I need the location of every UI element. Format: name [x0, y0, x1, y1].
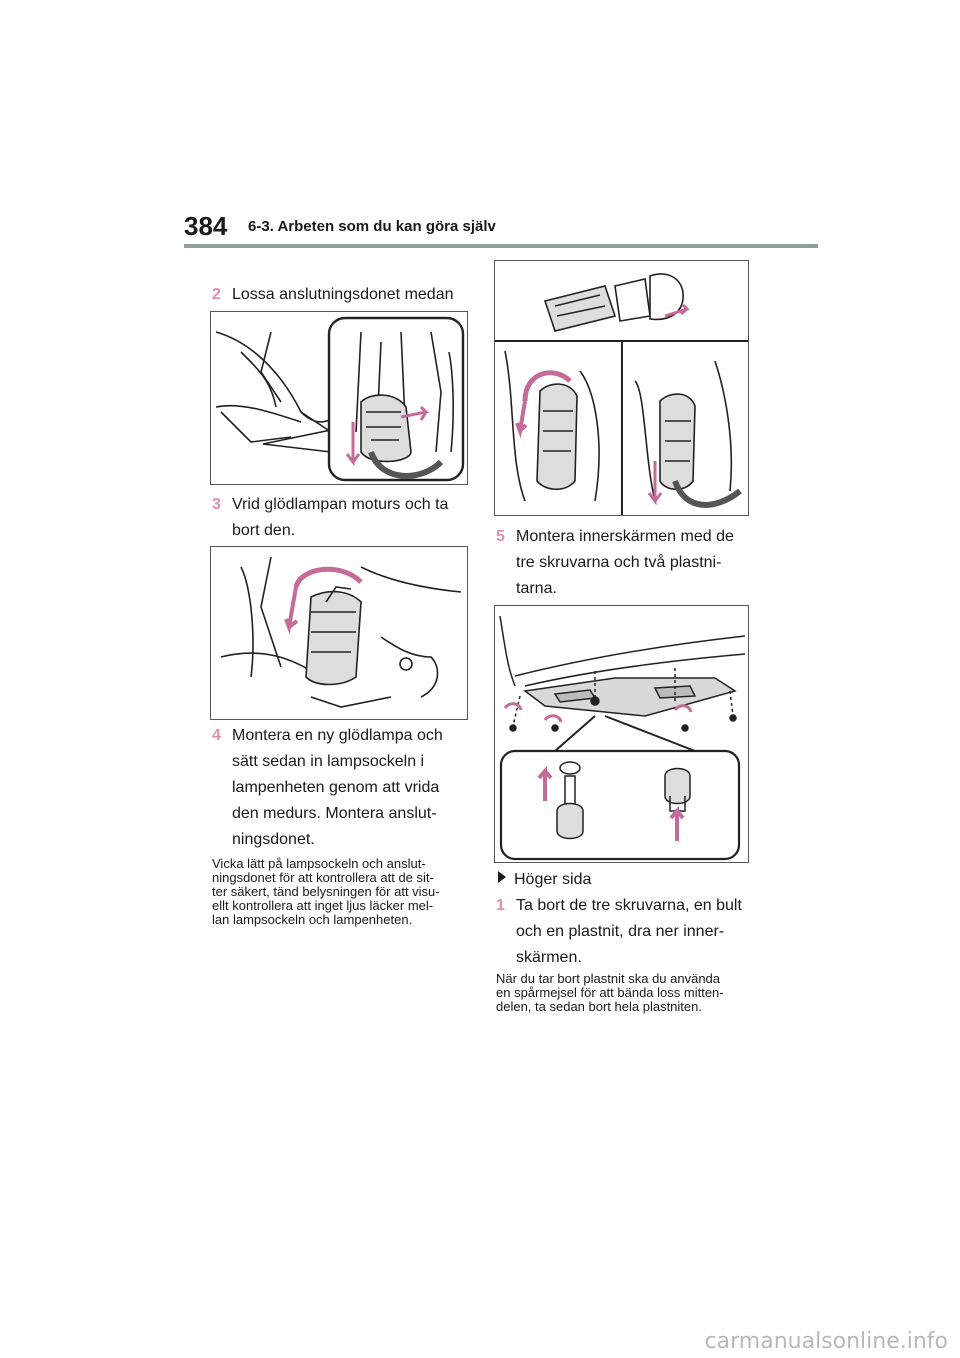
step-line: tre skruvarna och två plastni- — [516, 554, 722, 571]
step-line: sätt sedan in lampsockeln i — [232, 753, 425, 770]
header-divider — [184, 244, 818, 248]
step-4 — [212, 723, 472, 853]
step-3 — [212, 492, 472, 544]
step-line: Ta bort de tre skruvarna, en bult — [516, 897, 742, 914]
step-line: och en plastnit, dra ner inner- — [516, 923, 725, 940]
bulb-rotate-illustration — [210, 546, 468, 720]
note-line: ningsdonet för att kontrollera att de sit- — [212, 870, 434, 885]
step-5 — [496, 524, 756, 602]
note-plastic-clip — [496, 972, 758, 1014]
step-line: den medurs. Montera anslut- — [232, 805, 437, 822]
note-line: ter säkert, tänd belysningen för att visu- — [212, 884, 440, 899]
connector-release-illustration — [210, 311, 468, 485]
subsection-right-side — [498, 869, 591, 891]
step-line: Lossa anslutningsdonet medan — [232, 286, 454, 303]
note-line: delen, ta sedan bort hela plastniten. — [496, 999, 702, 1014]
triangle-bullet-icon — [498, 871, 506, 883]
step-number: 1 — [496, 897, 505, 914]
note-line: en spårmejsel för att bända loss mitten- — [496, 985, 724, 1000]
step-line: Montera en ny glödlampa och — [232, 727, 443, 744]
step-line: tarna. — [516, 580, 557, 597]
step-line: lampenheten genom att vrida — [232, 779, 440, 796]
subsection-label: Höger sida — [514, 871, 592, 888]
watermark: carmanualsonline.info — [704, 1329, 948, 1354]
note-line: Vicka lätt på lampsockeln och anslut- — [212, 856, 426, 871]
step-line: Vrid glödlampan moturs och ta — [232, 496, 449, 513]
inner-fender-illustration — [494, 605, 749, 863]
step-number: 3 — [212, 496, 221, 513]
page-number: 384 — [184, 211, 228, 241]
note-line: När du tar bort plastnit ska du använda — [496, 971, 721, 986]
step-line: bort den. — [232, 522, 296, 539]
note-line: ellt kontrollera att inget ljus läcker mel- — [212, 898, 434, 913]
bulb-install-illustration — [494, 260, 749, 516]
section-title: 6-3. Arbeten som du kan göra själv — [248, 218, 496, 235]
step-number: 5 — [496, 528, 505, 545]
note-line: lan lampsockeln och lampenheten. — [212, 912, 413, 927]
note-check-seal — [212, 857, 472, 927]
step-number: 2 — [212, 286, 221, 303]
step-number: 4 — [212, 727, 221, 744]
step-line: ningsdonet. — [232, 831, 315, 848]
step-1 — [496, 893, 758, 971]
step-line: skärmen. — [516, 949, 582, 966]
step-line: Montera innerskärmen med de — [516, 528, 734, 545]
